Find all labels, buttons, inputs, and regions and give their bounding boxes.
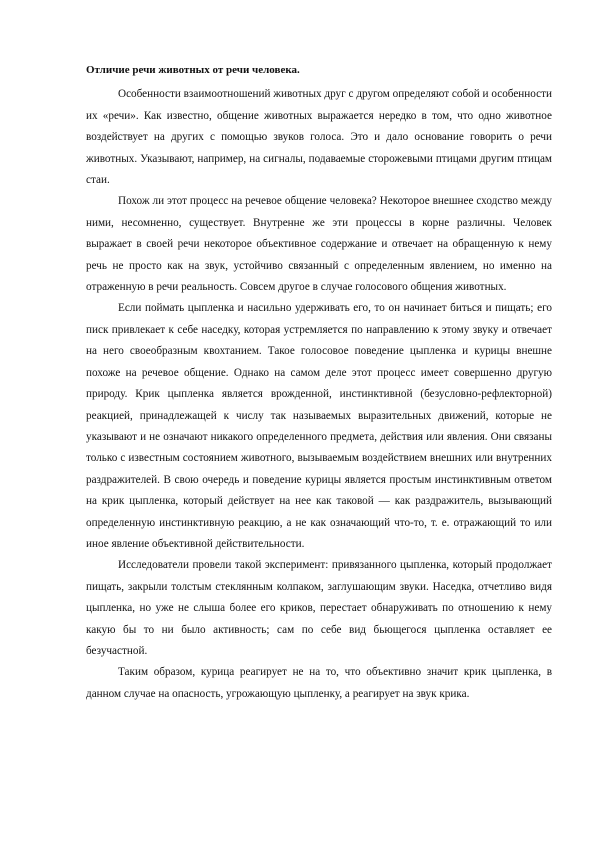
document-title: Отличие речи животных от речи человека. <box>86 64 300 76</box>
paragraph-3: Если поймать цыпленка и насильно удерживать его, то он начинает биться и пищать; его писк привлекает к себе наседку, которая устремляется по направлению к этому звуку и отвечает на него своеобразным квохтанием. Такое голосовое поведение цыпленка и курицы внешне похоже на речевое общение. Однако на самом деле этот процесс имеет совершенно другую природу. Крик цыпленка является врожденной, инстинктивной (безусловно-рефлекторной) реакцией, принадлежащей к числу так называемых выразительных движений, которые не указывают и не означают никакого определенного предмета, действия или явления. Они связаны только с известным состоянием животного, вызываемым воздействием внешних или внутренних раздражителей. В свою очередь и поведение курицы является простым инстинктивным ответом на крик цыпленка, который действует на нее как таковой — как раздражитель, вызывающий определенную инстинктивную реакцию, а не как означающий что-то, т. е. отражающий то или иное явление объективной действительности. <box>86 302 552 550</box>
paragraph-1: Особенности взаимоотношений животных друг с другом определяют собой и особенности их «речи». Как известно, общение животных выражается нередко в том, что одно животное воздействует на других с помощью звуков голоса. Это и дало основание говорить о речи животных. Указывают, например, на сигналы, подаваемые сторожевыми птицами другим птицам стаи. <box>86 88 552 187</box>
document-body <box>86 60 552 705</box>
paragraph-2: Похож ли этот процесс на речевое общение человека? Некоторое внешнее сходство между ними, несомненно, существует. Внутренне же эти процессы в корне различны. Человек выражает в своей речи некоторое объективное содержание и отвечает на обращенную к нему речь не просто как на звук, устойчиво связанный с определенным явлением, но именно на отраженную в речи реальность. Совсем другое в случае голосового общения животных. <box>86 195 552 294</box>
paragraph-5: Таким образом, курица реагирует не на то, что объективно значит крик цыпленка, в данном случае на опасность, угрожающую цыпленку, а реагирует на звук крика. <box>86 666 552 700</box>
paragraph-4: Исследователи провели такой эксперимент: привязанного цыпленка, который продолжает пищать, закрыли толстым стеклянным колпаком, заглушающим звуки. Наседка, отчетливо видя цыпленка, но уже не слыша более его криков, перестает обнаруживать по отношению к нему какую бы то ни было активность; сам по себе вид бьющегося цыпленка оставляет ее безучастной. <box>86 559 552 657</box>
